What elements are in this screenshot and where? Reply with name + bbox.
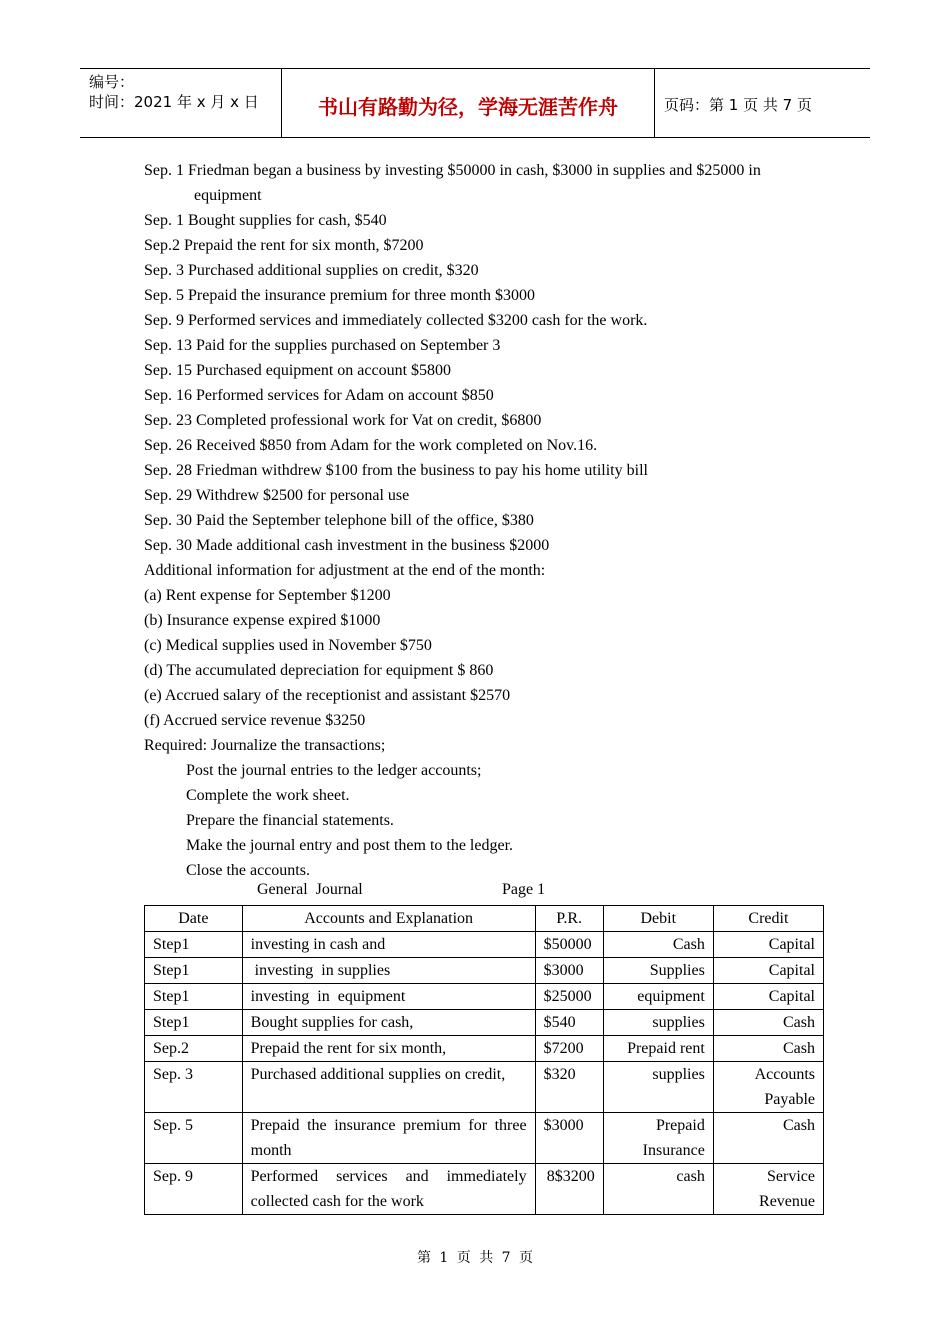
header-page-cell: [655, 69, 870, 137]
table-row: [145, 1036, 824, 1062]
required-line: Complete the work sheet.: [186, 787, 350, 804]
cell-date: Step1: [145, 984, 243, 1010]
col-header-debit: Debit: [603, 906, 713, 932]
adjustment-line: (d) The accumulated depreciation for equipment $ 860: [144, 662, 494, 679]
cell-debit: Cash: [603, 932, 713, 958]
cell-account: investing in cash and: [242, 932, 535, 958]
cell-credit: Cash: [713, 1010, 823, 1036]
transaction-line: Sep. 5 Prepaid the insurance premium for three month $3000: [144, 287, 536, 304]
table-row: [145, 1062, 824, 1113]
journal-title: General Journal: [257, 881, 363, 898]
transaction-line: Sep.2 Prepaid the rent for six month, $7200: [144, 237, 424, 254]
page-header: [80, 68, 870, 138]
transaction-line: Sep. 1 Friedman began a business by investing $50000 in cash, $3000 in supplies and $25000 in: [144, 162, 761, 179]
cell-debit: supplies: [603, 1010, 713, 1036]
required-line: Prepare the financial statements.: [186, 812, 394, 829]
cell-account: investing in equipment: [242, 984, 535, 1010]
cell-account: Bought supplies for cash,: [242, 1010, 535, 1036]
required-line: Required: Journalize the transactions;: [144, 737, 386, 754]
cell-date: Sep. 3: [145, 1062, 243, 1113]
cell-debit: supplies: [603, 1062, 713, 1113]
transaction-line: Sep. 13 Paid for the supplies purchased on September 3: [144, 337, 501, 354]
cell-debit: Supplies: [603, 958, 713, 984]
header-motto-cell: [282, 69, 655, 137]
cell-credit: Capital: [713, 984, 823, 1010]
table-row: [145, 1010, 824, 1036]
cell-pr: $3000: [535, 1113, 603, 1164]
adjustment-line: (f) Accrued service revenue $3250: [144, 712, 366, 729]
cell-debit: Prepaid Insurance: [603, 1113, 713, 1164]
transaction-line: Sep. 3 Purchased additional supplies on credit, $320: [144, 262, 479, 279]
cell-pr: $50000: [535, 932, 603, 958]
adjustment-line: (c) Medical supplies used in November $750: [144, 637, 432, 654]
table-row: [145, 1113, 824, 1164]
col-header-credit: Credit: [713, 906, 823, 932]
cell-account: Prepaid the rent for six month,: [242, 1036, 535, 1062]
cell-date: Sep. 5: [145, 1113, 243, 1164]
time-label: 时间：2021 年 x 月 x 日: [89, 93, 259, 111]
table-header-row: [145, 906, 824, 932]
cell-debit: cash: [603, 1164, 713, 1215]
cell-debit: Prepaid rent: [603, 1036, 713, 1062]
cell-account: Prepaid the insurance premium for three month: [242, 1113, 535, 1164]
cell-date: Step1: [145, 932, 243, 958]
required-line: Post the journal entries to the ledger accounts;: [186, 762, 482, 779]
required-line: Make the journal entry and post them to the ledger.: [186, 837, 514, 854]
cell-date: Step1: [145, 958, 243, 984]
transaction-line: Sep. 1 Bought supplies for cash, $540: [144, 212, 387, 229]
cell-date: Sep.2: [145, 1036, 243, 1062]
transaction-line: equipment: [194, 187, 262, 204]
required-line: Close the accounts.: [186, 862, 310, 879]
cell-pr: $25000: [535, 984, 603, 1010]
cell-credit: Capital: [713, 932, 823, 958]
general-journal-table: [144, 905, 824, 1215]
transaction-line: Sep. 9 Performed services and immediately collected $3200 cash for the work.: [144, 312, 648, 329]
cell-date: Step1: [145, 1010, 243, 1036]
page-info: 页码：第 1 页 共 7 页: [664, 96, 812, 114]
adjustment-line: (e) Accrued salary of the receptionist and assistant $2570: [144, 687, 511, 704]
transaction-line: Sep. 26 Received $850 from Adam for the work completed on Nov.16.: [144, 437, 598, 454]
cell-pr: $320: [535, 1062, 603, 1113]
transaction-line: Sep. 28 Friedman withdrew $100 from the business to pay his home utility bill: [144, 462, 648, 479]
cell-account: Performed services and immediately collected cash for the work: [242, 1164, 535, 1215]
table-row: [145, 1164, 824, 1215]
cell-credit: Accounts Payable: [713, 1062, 823, 1113]
cell-credit: Cash: [713, 1036, 823, 1062]
cell-account: investing in supplies: [242, 958, 535, 984]
col-header-pr: P.R.: [535, 906, 603, 932]
adjustment-line: (a) Rent expense for September $1200: [144, 587, 391, 604]
col-header-date: Date: [145, 906, 243, 932]
journal-page-number: Page 1: [502, 881, 546, 898]
cell-credit: Cash: [713, 1113, 823, 1164]
cell-credit: Capital: [713, 958, 823, 984]
adjustment-title: Additional information for adjustment at the end of the month:: [144, 562, 546, 579]
cell-pr: $7200: [535, 1036, 603, 1062]
transaction-line: Sep. 16 Performed services for Adam on account $850: [144, 387, 494, 404]
transaction-line: Sep. 23 Completed professional work for Vat on credit, $6800: [144, 412, 542, 429]
cell-account: Purchased additional supplies on credit,: [242, 1062, 535, 1113]
cell-date: Sep. 9: [145, 1164, 243, 1215]
transaction-line: Sep. 30 Paid the September telephone bill of the office, $380: [144, 512, 534, 529]
cell-credit: Service Revenue: [713, 1164, 823, 1215]
table-row: [145, 984, 824, 1010]
transaction-line: Sep. 29 Withdrew $2500 for personal use: [144, 487, 410, 504]
table-row: [145, 958, 824, 984]
cell-pr: 8$3200: [535, 1164, 603, 1215]
number-label: 编号：: [89, 73, 135, 91]
transaction-line: Sep. 30 Made additional cash investment in the business $2000: [144, 537, 550, 554]
document-body: [144, 158, 824, 883]
cell-debit: equipment: [603, 984, 713, 1010]
adjustment-line: (b) Insurance expense expired $1000: [144, 612, 381, 629]
table-row: [145, 932, 824, 958]
header-meta: [80, 69, 282, 137]
motto: 书山有路勤为径，学海无涯苦作舟: [318, 95, 618, 119]
cell-pr: $3000: [535, 958, 603, 984]
col-header-accounts: Accounts and Explanation: [242, 906, 535, 932]
cell-pr: $540: [535, 1010, 603, 1036]
transaction-line: Sep. 15 Purchased equipment on account $5800: [144, 362, 452, 379]
page-footer: 第 1 页 共 7 页: [416, 1250, 534, 1266]
